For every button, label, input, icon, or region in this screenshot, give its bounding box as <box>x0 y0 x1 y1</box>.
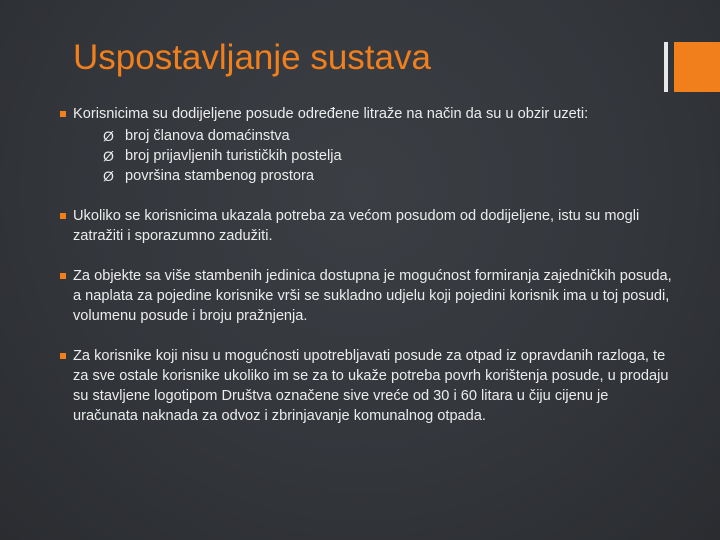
accent-thick-bar <box>674 42 720 92</box>
sub-bullet-item <box>73 126 672 146</box>
arrowhead-bullet-icon: Ø <box>103 128 114 144</box>
square-bullet-icon <box>60 213 66 219</box>
square-bullet-icon <box>60 273 66 279</box>
bullet-paragraph-1 <box>60 104 672 186</box>
paragraph-text: Ukoliko se korisnicima ukazala potreba za većom posudom od dodijeljene, istu su mogli zatražiti i sporazumno zadužiti. <box>73 208 640 244</box>
sub-bullet-item <box>73 166 672 186</box>
accent-thin-bar <box>664 42 668 92</box>
arrowhead-bullet-icon: Ø <box>103 148 114 164</box>
sub-bullet-text: broj prijavljenih turističkih postelja <box>125 148 342 164</box>
slide-content <box>60 104 672 446</box>
arrowhead-bullet-icon: Ø <box>103 168 114 184</box>
sub-bullet-text: broj članova domaćinstva <box>125 128 290 144</box>
square-bullet-icon <box>60 111 66 117</box>
paragraph-text: Za objekte sa više stambenih jedinica dostupna je mogućnost formiranja zajedničkih posuda, a naplata za pojedine korisnike vrši se sukladno udjelu koji pojedini korisnik ima u toj posudi, volumenu posude i broju pražnjenja. <box>73 268 672 324</box>
paragraph-text: Za korisnike koji nisu u mogućnosti upotrebljavati posude za otpad iz opravdanih razloga, te za sve ostale korisnike ukoliko im se za to ukaže potreba povrh korištenja posude, u prodaju su stavljene logotipom Društva označene sive vreće od 30 i 60 litara u čiju cijenu je uračunata naknada za odvoz i zbrinjavanje komunalnog otpada. <box>73 348 669 424</box>
bullet-paragraph-4 <box>60 346 672 426</box>
paragraph-text: Korisnicima su dodijeljene posude određene litraže na način da su u obzir uzeti: <box>73 106 589 122</box>
sub-bullet-text: površina stambenog prostora <box>125 168 315 184</box>
square-bullet-icon <box>60 353 66 359</box>
sub-bullet-list <box>73 126 672 186</box>
slide-title: Uspostavljanje sustava <box>73 38 431 77</box>
accent-bars-decoration <box>664 42 720 92</box>
bullet-paragraph-2 <box>60 206 672 246</box>
bullet-paragraph-3 <box>60 266 672 326</box>
sub-bullet-item <box>73 146 672 166</box>
